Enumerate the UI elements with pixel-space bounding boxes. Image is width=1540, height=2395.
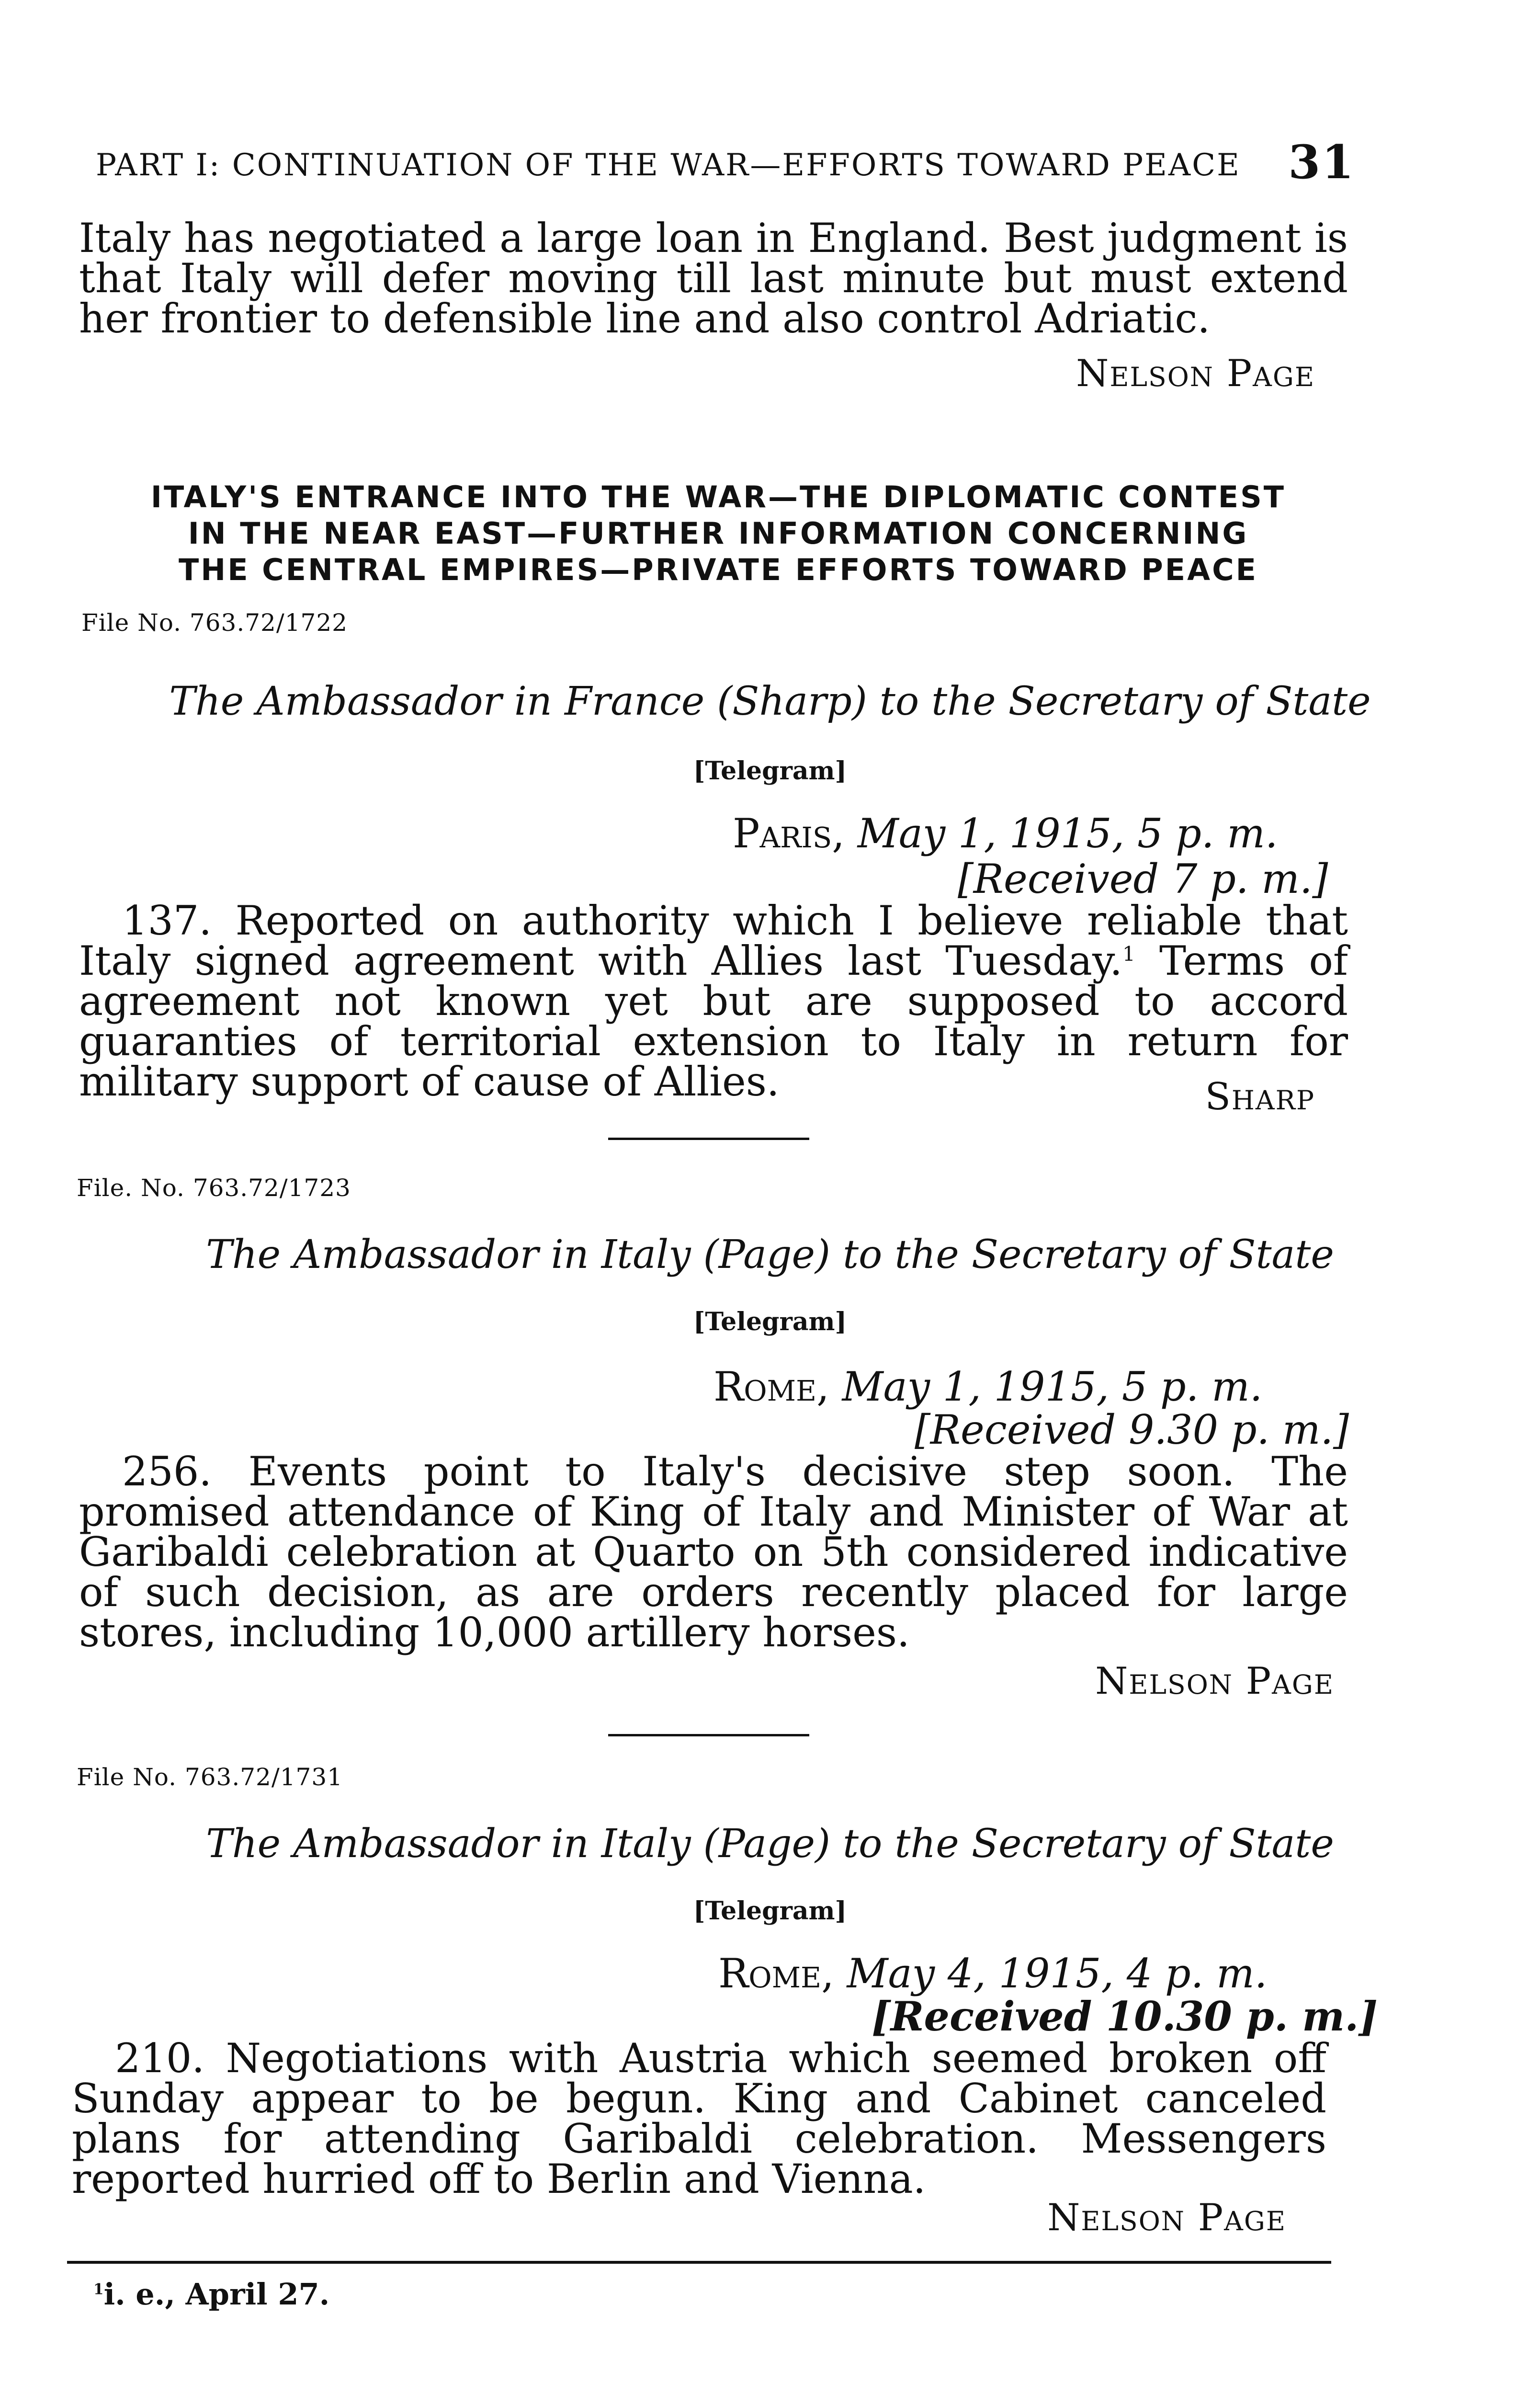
document-title: The Ambassador in Italy (Page) to the Secretary of State — [206, 1821, 1334, 1867]
page-number: 31 — [1288, 135, 1355, 189]
intro-paragraph: Italy has negotiated a large loan in England. Best judgment is that Italy will defer moving till last minute but must extend her frontier to defensible line and also control Adriatic. — [79, 215, 1348, 342]
document-body — [79, 897, 1348, 1105]
footnote — [93, 2278, 329, 2311]
dateline — [718, 1952, 1267, 1995]
footnote-rule — [67, 2261, 1331, 2264]
document-text: Negotiations with Austria which seemed broken off Sunday appear to be begun. King and Cabinet canceled plans for attending Garibaldi celebration. Messengers reported hurried off to Berlin and Vienna. — [72, 2035, 1327, 2202]
document-text: Reported on authority which I believe reliable that Italy signed agreement with Allies last Tuesday. — [79, 897, 1348, 984]
document-body — [72, 2035, 1327, 2202]
file-number: File No. 763.72/1731 — [77, 1763, 343, 1791]
dateline-place: Rome, — [713, 1363, 829, 1410]
telegram-label: [Telegram] — [693, 1896, 847, 1926]
dateline-date: May 4, 1915, 4 p. m. — [847, 1950, 1268, 1997]
divider — [608, 1138, 809, 1140]
received-note: [Received 10.30 p. m.] — [872, 1993, 1378, 2040]
telegram-number: 256. — [122, 1448, 212, 1495]
document-signature: Nelson Page — [1095, 1660, 1334, 1703]
running-header — [96, 135, 1355, 189]
footnote-text: i. e., April 27. — [103, 2277, 330, 2312]
document-signature: Sharp — [1205, 1075, 1315, 1118]
telegram-label: [Telegram] — [693, 756, 847, 786]
dateline — [733, 812, 1278, 855]
divider — [608, 1734, 809, 1736]
dateline-date: May 1, 1915, 5 p. m. — [857, 810, 1278, 857]
section-heading-line-3: THE CENTRAL EMPIRES—PRIVATE EFFORTS TOWARD PEACE — [179, 552, 1258, 587]
received-note: [Received 9.30 p. m.] — [915, 1406, 1349, 1453]
intro-signature: Nelson Page — [1076, 352, 1315, 395]
footnote-ref: 1 — [1122, 942, 1135, 966]
file-number: File. No. 763.72/1723 — [77, 1174, 351, 1202]
document-text-cont: Terms of agreement not known yet but are supposed to accord guaranties of territorial extension to Italy in return for military support of cause of Allies. — [79, 937, 1348, 1105]
telegram-number: 137. — [122, 897, 212, 944]
document-signature: Nelson Page — [1047, 2196, 1286, 2239]
dateline-place: Paris, — [733, 810, 845, 857]
telegram-label: [Telegram] — [693, 1307, 847, 1336]
dateline — [713, 1365, 1262, 1408]
section-heading — [81, 479, 1355, 588]
document-body — [79, 1448, 1348, 1656]
received-note: [Received 7 p. m.] — [958, 855, 1328, 902]
dateline-date: May 1, 1915, 5 p. m. — [842, 1363, 1263, 1410]
running-header-title: PART I: CONTINUATION OF THE WAR—EFFORTS TOWARD PEACE — [96, 148, 1241, 183]
telegram-number: 210. — [115, 2035, 205, 2082]
file-number: File No. 763.72/1722 — [81, 609, 348, 637]
document-title: The Ambassador in France (Sharp) to the Secretary of State — [169, 679, 1371, 724]
dateline-place: Rome, — [718, 1950, 834, 1997]
section-heading-line-1: ITALY'S ENTRANCE INTO THE WAR—THE DIPLOMATIC CONTEST — [150, 479, 1286, 514]
document-title: The Ambassador in Italy (Page) to the Secretary of State — [206, 1232, 1334, 1277]
footnote-marker: 1 — [93, 2281, 104, 2298]
section-heading-line-2: IN THE NEAR EAST—FURTHER INFORMATION CONCERNING — [188, 516, 1249, 551]
document-text: Events point to Italy's decisive step soon. The promised attendance of King of Italy and Minister of War at Garibaldi celebration at Quarto on 5th considered indicative of such decision, as are orders recently placed for large stores, including 10,000 artillery horses. — [79, 1448, 1348, 1656]
